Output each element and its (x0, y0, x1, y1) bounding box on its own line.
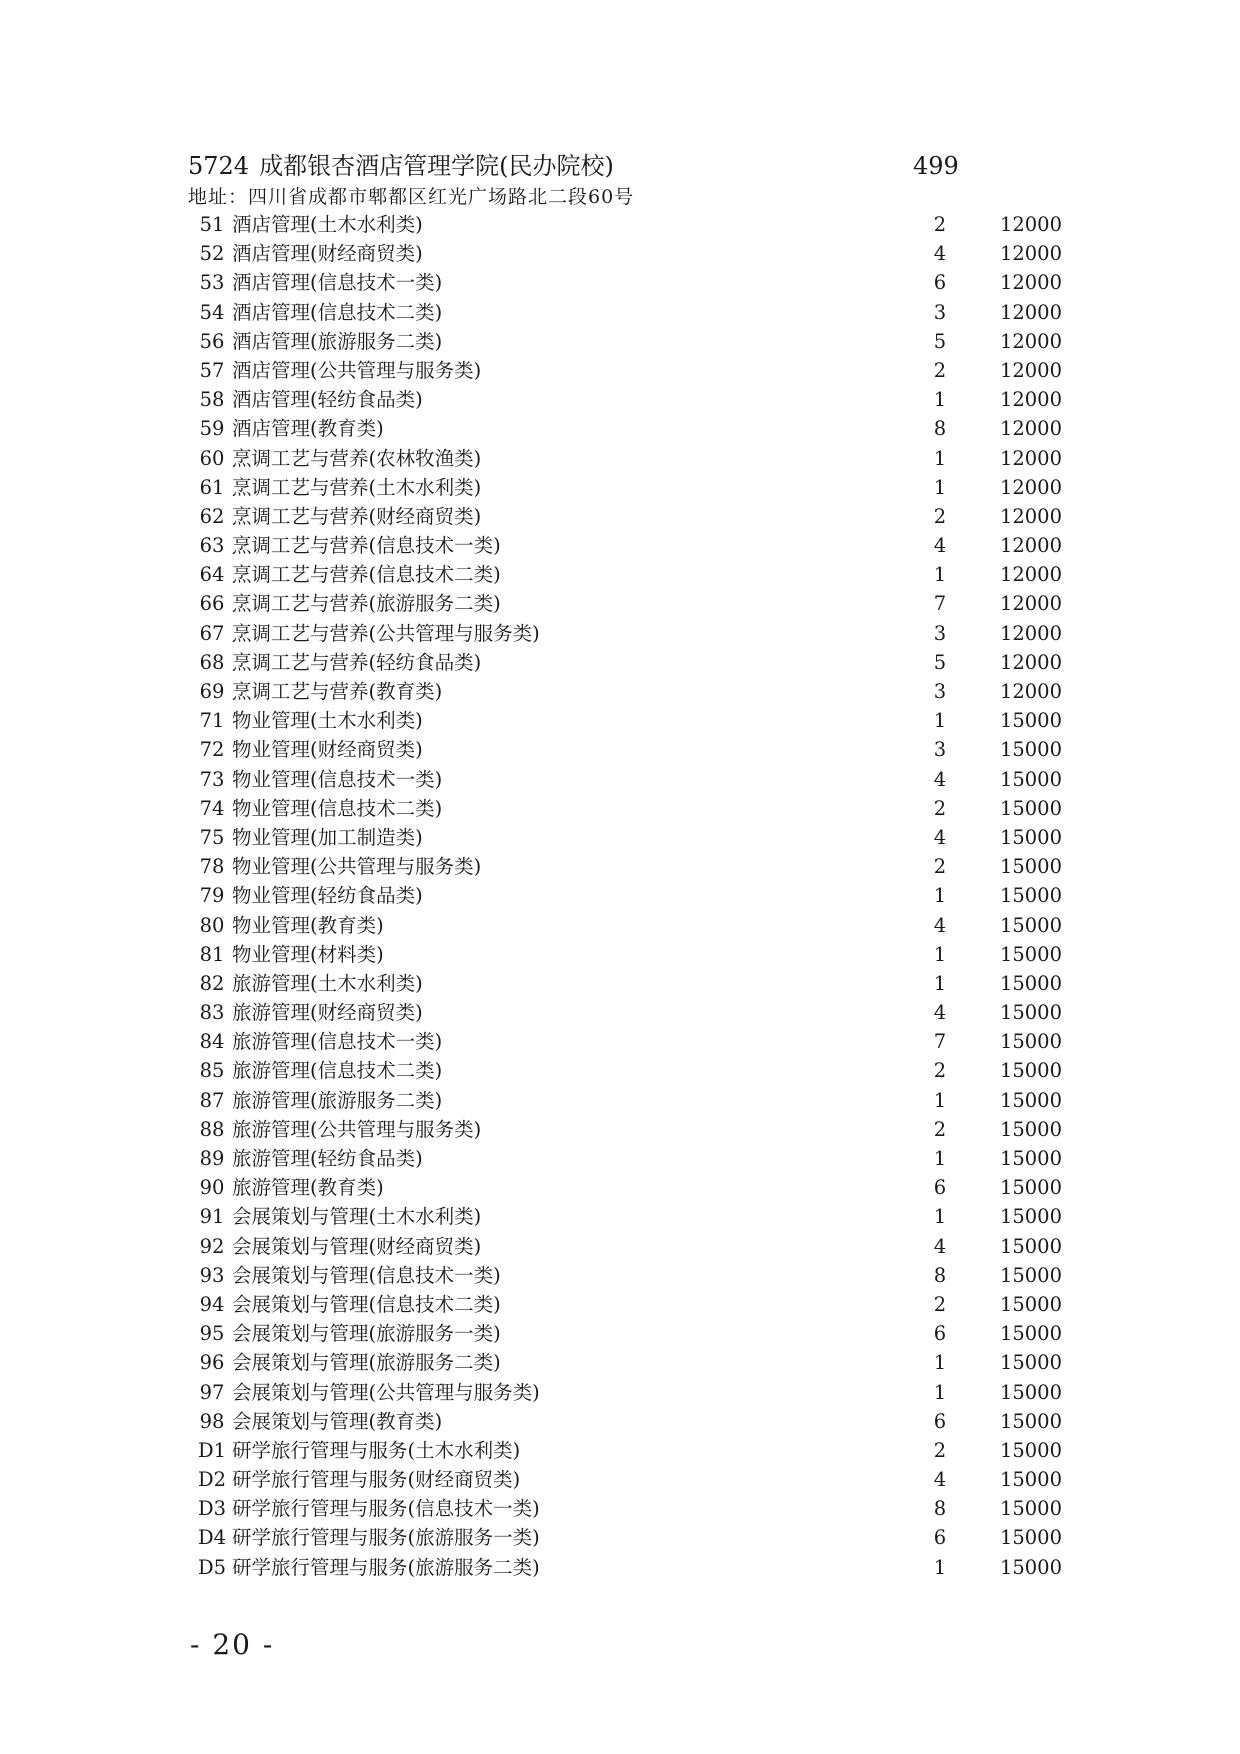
program-list (0, 210, 1240, 1582)
program-quota: 4 (933, 1001, 947, 1025)
program-row (0, 560, 1240, 589)
program-tuition: 12000 (999, 329, 1062, 353)
program-tuition: 15000 (999, 1555, 1062, 1579)
program-tuition: 12000 (999, 446, 1062, 470)
program-code: 64 (199, 563, 225, 587)
program-name: 酒店管理(旅游服务二类) (232, 329, 443, 353)
program-quota: 3 (933, 621, 947, 645)
program-quota: 1 (933, 388, 947, 412)
program-quota: 6 (933, 1526, 947, 1550)
program-row (0, 1348, 1240, 1377)
program-quota: 4 (933, 767, 947, 791)
program-code: 69 (199, 680, 225, 703)
program-code: D4 (197, 1526, 227, 1550)
program-code: 62 (199, 504, 225, 528)
program-name: 研学旅行管理与服务(信息技术一类) (232, 1497, 540, 1521)
program-name: 烹调工艺与营养(旅游服务二类) (232, 592, 501, 616)
program-name: 烹调工艺与营养(信息技术二类) (232, 563, 501, 587)
program-name: 烹调工艺与营养(财经商贸类) (232, 504, 482, 528)
program-quota: 4 (933, 825, 947, 849)
program-name: 会展策划与管理(旅游服务一类) (232, 1322, 501, 1346)
program-quota: 1 (933, 1380, 947, 1404)
program-name: 会展策划与管理(教育类) (232, 1409, 443, 1433)
program-row (0, 239, 1240, 268)
program-tuition: 15000 (999, 942, 1062, 966)
program-quota: 4 (933, 534, 947, 558)
program-quota: 1 (933, 446, 947, 470)
program-name: 研学旅行管理与服务(旅游服务二类) (232, 1555, 540, 1579)
program-row (0, 735, 1240, 764)
program-tuition: 12000 (999, 534, 1062, 558)
program-row (0, 1290, 1240, 1319)
program-name: 会展策划与管理(土木水利类) (232, 1205, 482, 1229)
program-name: 物业管理(轻纺食品类) (232, 884, 423, 908)
program-quota: 1 (933, 971, 947, 995)
program-name: 烹调工艺与营养(轻纺食品类) (232, 650, 482, 674)
program-quota: 2 (933, 1292, 947, 1316)
program-code: 57 (199, 358, 225, 382)
program-code: 74 (199, 796, 225, 820)
program-code: 66 (199, 592, 225, 616)
program-name: 旅游管理(教育类) (232, 1176, 384, 1200)
program-name: 旅游管理(土木水利类) (232, 971, 423, 995)
program-code: 67 (199, 621, 225, 645)
school-name: 成都银杏酒店管理学院(民办院校) (259, 152, 614, 180)
program-name: 研学旅行管理与服务(财经商贸类) (232, 1468, 521, 1492)
program-tuition: 15000 (999, 825, 1062, 849)
program-name: 酒店管理(信息技术二类) (232, 300, 443, 324)
program-quota: 4 (933, 913, 947, 937)
program-quota: 4 (933, 1468, 947, 1492)
program-tuition: 12000 (999, 242, 1062, 266)
program-code: 75 (199, 825, 225, 849)
program-code: 60 (199, 446, 225, 470)
program-row (0, 473, 1240, 502)
program-row (0, 940, 1240, 969)
program-row (0, 1232, 1240, 1261)
program-row (0, 1202, 1240, 1231)
program-row (0, 414, 1240, 443)
program-code: 90 (199, 1176, 225, 1200)
program-name: 物业管理(教育类) (232, 913, 384, 937)
program-code: 61 (199, 475, 225, 499)
program-quota: 1 (933, 563, 947, 587)
program-code: 73 (199, 767, 225, 791)
program-name: 烹调工艺与营养(土木水利类) (232, 475, 482, 499)
program-code: 72 (199, 738, 225, 762)
program-quota: 6 (933, 271, 947, 295)
program-name: 旅游管理(信息技术一类) (232, 1030, 443, 1054)
program-row (0, 1027, 1240, 1056)
program-row (0, 1056, 1240, 1085)
program-code: 80 (199, 913, 225, 937)
program-row (0, 327, 1240, 356)
program-tuition: 15000 (999, 913, 1062, 937)
program-quota: 2 (933, 1438, 947, 1462)
program-row (0, 998, 1240, 1027)
program-tuition: 12000 (999, 621, 1062, 645)
program-tuition: 15000 (999, 1351, 1062, 1375)
program-tuition: 15000 (999, 1497, 1062, 1521)
program-tuition: 12000 (999, 417, 1062, 441)
program-row (0, 1378, 1240, 1407)
program-code: 71 (199, 709, 225, 733)
program-quota: 8 (933, 1497, 947, 1521)
program-name: 酒店管理(土木水利类) (232, 213, 423, 236)
program-tuition: 15000 (999, 1001, 1062, 1025)
program-name: 研学旅行管理与服务(旅游服务一类) (232, 1526, 540, 1550)
program-tuition: 15000 (999, 1234, 1062, 1258)
program-row (0, 356, 1240, 385)
program-code: 81 (199, 942, 225, 966)
program-tuition: 15000 (999, 1438, 1062, 1462)
program-row (0, 852, 1240, 881)
program-code: 98 (199, 1409, 225, 1433)
program-tuition: 15000 (999, 884, 1062, 908)
program-row (0, 268, 1240, 297)
program-row (0, 881, 1240, 910)
program-quota: 1 (933, 884, 947, 908)
program-row (0, 1407, 1240, 1436)
program-name: 物业管理(土木水利类) (232, 709, 423, 733)
program-name: 物业管理(公共管理与服务类) (232, 855, 482, 879)
program-row (0, 1494, 1240, 1523)
program-code: 87 (199, 1088, 225, 1112)
program-name: 旅游管理(财经商贸类) (232, 1001, 423, 1025)
program-name: 烹调工艺与营养(教育类) (232, 680, 443, 703)
program-quota: 2 (933, 504, 947, 528)
program-quota: 2 (933, 1059, 947, 1083)
program-code: 78 (199, 855, 225, 879)
program-code: 83 (199, 1001, 225, 1025)
program-row (0, 1086, 1240, 1115)
program-row (0, 1523, 1240, 1552)
program-quota: 8 (933, 1263, 947, 1287)
program-quota: 8 (933, 417, 947, 441)
program-name: 旅游管理(公共管理与服务类) (232, 1117, 482, 1141)
program-name: 酒店管理(财经商贸类) (232, 242, 423, 266)
program-code: 79 (199, 884, 225, 908)
program-tuition: 12000 (999, 475, 1062, 499)
program-quota: 3 (933, 300, 947, 324)
program-code: 52 (199, 242, 225, 266)
program-quota: 2 (933, 213, 947, 236)
program-quota: 2 (933, 1117, 947, 1141)
program-tuition: 15000 (999, 971, 1062, 995)
program-quota: 1 (933, 1205, 947, 1229)
program-quota: 1 (933, 1147, 947, 1170)
program-quota: 6 (933, 1409, 947, 1433)
program-row (0, 619, 1240, 648)
program-name: 旅游管理(旅游服务二类) (232, 1088, 443, 1112)
program-code: 95 (199, 1322, 225, 1346)
school-total-enrollment: 499 (913, 152, 959, 180)
program-tuition: 15000 (999, 709, 1062, 733)
program-quota: 6 (933, 1322, 947, 1346)
program-tuition: 12000 (999, 358, 1062, 382)
program-quota: 1 (933, 1351, 947, 1375)
program-row (0, 677, 1240, 706)
program-name: 研学旅行管理与服务(土木水利类) (232, 1438, 521, 1462)
program-code: 89 (199, 1147, 225, 1170)
program-code: 96 (199, 1351, 225, 1375)
program-row (0, 1553, 1240, 1582)
program-name: 酒店管理(教育类) (232, 417, 384, 441)
program-name: 会展策划与管理(公共管理与服务类) (232, 1380, 540, 1404)
program-quota: 1 (933, 1555, 947, 1579)
program-tuition: 15000 (999, 1526, 1062, 1550)
program-quota: 2 (933, 855, 947, 879)
program-row (0, 648, 1240, 677)
program-name: 会展策划与管理(财经商贸类) (232, 1234, 482, 1258)
program-tuition: 15000 (999, 1205, 1062, 1229)
program-code: 97 (199, 1380, 225, 1404)
program-tuition: 12000 (999, 300, 1062, 324)
program-quota: 2 (933, 358, 947, 382)
program-name: 烹调工艺与营养(信息技术一类) (232, 534, 501, 558)
program-quota: 1 (933, 942, 947, 966)
program-name: 烹调工艺与营养(农林牧渔类) (232, 446, 482, 470)
program-code: 92 (199, 1234, 225, 1258)
program-tuition: 12000 (999, 592, 1062, 616)
program-quota: 7 (933, 1030, 947, 1054)
program-code: 93 (199, 1263, 225, 1287)
program-name: 物业管理(财经商贸类) (232, 738, 423, 762)
program-row (0, 589, 1240, 618)
program-code: D1 (197, 1438, 227, 1462)
program-row (0, 969, 1240, 998)
program-code: 51 (199, 213, 225, 236)
program-code: 82 (199, 971, 225, 995)
program-tuition: 12000 (999, 504, 1062, 528)
program-tuition: 12000 (999, 563, 1062, 587)
program-quota: 4 (933, 242, 947, 266)
program-name: 物业管理(材料类) (232, 942, 384, 966)
program-tuition: 15000 (999, 855, 1062, 879)
page-number: - 20 - (190, 1628, 275, 1661)
program-tuition: 15000 (999, 1059, 1062, 1083)
program-quota: 1 (933, 709, 947, 733)
school-address: 地址：四川省成都市郫都区红光广场路北二段60号 (188, 186, 635, 208)
program-row (0, 1173, 1240, 1202)
program-name: 会展策划与管理(信息技术二类) (232, 1292, 501, 1316)
program-tuition: 15000 (999, 738, 1062, 762)
program-tuition: 15000 (999, 1263, 1062, 1287)
program-tuition: 15000 (999, 767, 1062, 791)
program-row (0, 444, 1240, 473)
program-row (0, 531, 1240, 560)
program-tuition: 15000 (999, 1147, 1062, 1170)
program-code: 56 (199, 329, 225, 353)
program-tuition: 12000 (999, 213, 1062, 236)
program-row (0, 823, 1240, 852)
program-name: 物业管理(信息技术一类) (232, 767, 443, 791)
program-name: 旅游管理(信息技术二类) (232, 1059, 443, 1083)
program-name: 旅游管理(轻纺食品类) (232, 1147, 423, 1170)
program-row (0, 765, 1240, 794)
program-tuition: 12000 (999, 388, 1062, 412)
program-quota: 7 (933, 592, 947, 616)
program-quota: 5 (933, 650, 947, 674)
program-tuition: 15000 (999, 1292, 1062, 1316)
program-row (0, 298, 1240, 327)
program-code: 58 (199, 388, 225, 412)
program-name: 物业管理(加工制造类) (232, 825, 423, 849)
program-code: 68 (199, 650, 225, 674)
program-name: 酒店管理(公共管理与服务类) (232, 358, 482, 382)
program-code: 59 (199, 417, 225, 441)
program-name: 酒店管理(轻纺食品类) (232, 388, 423, 412)
program-quota: 3 (933, 680, 947, 703)
program-code: 63 (199, 534, 225, 558)
program-row (0, 1465, 1240, 1494)
program-tuition: 15000 (999, 1322, 1062, 1346)
program-code: 53 (199, 271, 225, 295)
program-code: D5 (197, 1555, 227, 1579)
program-tuition: 15000 (999, 796, 1062, 820)
program-tuition: 15000 (999, 1380, 1062, 1404)
program-quota: 1 (933, 1088, 947, 1112)
program-name: 烹调工艺与营养(公共管理与服务类) (232, 621, 540, 645)
program-name: 会展策划与管理(旅游服务二类) (232, 1351, 501, 1375)
program-code: 85 (199, 1059, 225, 1083)
program-row (0, 1144, 1240, 1173)
program-quota: 6 (933, 1176, 947, 1200)
program-row (0, 911, 1240, 940)
program-tuition: 15000 (999, 1468, 1062, 1492)
program-row (0, 385, 1240, 414)
school-code: 5724 (188, 152, 250, 180)
program-row (0, 210, 1240, 239)
program-tuition: 15000 (999, 1409, 1062, 1433)
program-tuition: 15000 (999, 1088, 1062, 1112)
program-row (0, 706, 1240, 735)
program-tuition: 12000 (999, 680, 1062, 703)
program-code: 88 (199, 1117, 225, 1141)
program-code: D3 (197, 1497, 227, 1521)
program-code: D2 (197, 1468, 227, 1492)
program-code: 94 (199, 1292, 225, 1316)
program-quota: 1 (933, 475, 947, 499)
program-row (0, 794, 1240, 823)
program-row (0, 1261, 1240, 1290)
program-code: 84 (199, 1030, 225, 1054)
program-name: 物业管理(信息技术二类) (232, 796, 443, 820)
program-row (0, 502, 1240, 531)
program-row (0, 1436, 1240, 1465)
program-tuition: 15000 (999, 1117, 1062, 1141)
school-header (188, 148, 959, 184)
program-tuition: 12000 (999, 650, 1062, 674)
program-row (0, 1319, 1240, 1348)
program-quota: 2 (933, 796, 947, 820)
program-code: 54 (199, 300, 225, 324)
program-name: 酒店管理(信息技术一类) (232, 271, 443, 295)
program-quota: 5 (933, 329, 947, 353)
program-quota: 4 (933, 1234, 947, 1258)
program-row (0, 1115, 1240, 1144)
program-tuition: 15000 (999, 1176, 1062, 1200)
program-quota: 3 (933, 738, 947, 762)
program-tuition: 15000 (999, 1030, 1062, 1054)
program-code: 91 (199, 1205, 225, 1229)
program-name: 会展策划与管理(信息技术一类) (232, 1263, 501, 1287)
program-tuition: 12000 (999, 271, 1062, 295)
